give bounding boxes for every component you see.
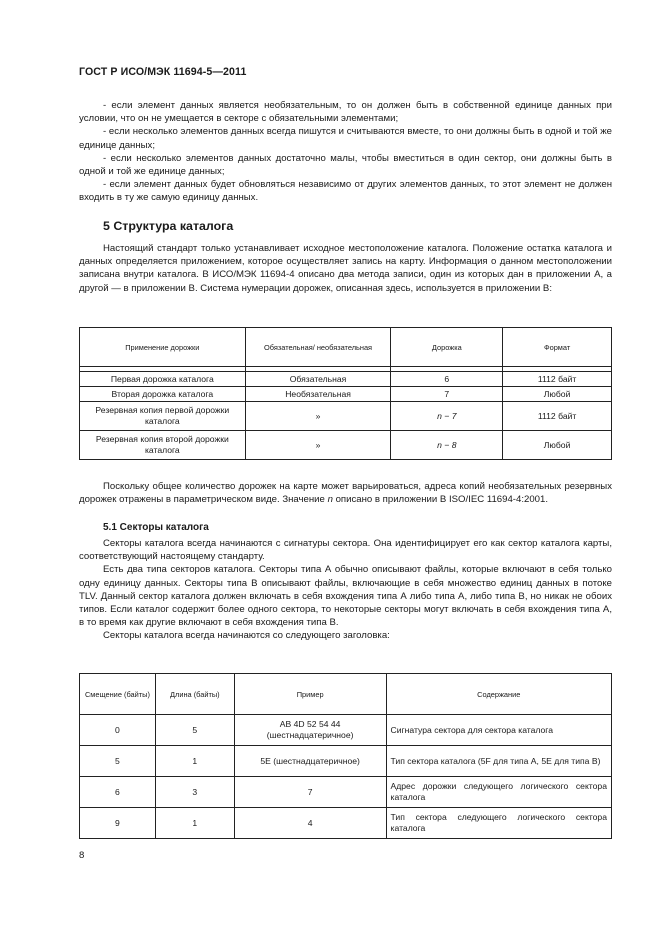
paragraph: Секторы каталога всегда начинаются с сигнатуры сектора. Она идентифицирует его как сектор каталога карты, соответствующий настоящему стандарту. [79, 538, 612, 563]
table-row [80, 808, 612, 839]
paragraph: - если несколько элементов данных всегда пишутся и считываются вместе, то они должны быть в одной и той же единице данных; [79, 126, 612, 151]
table-cell: » [245, 402, 391, 431]
section-5-1-heading: 5.1 Секторы каталога [103, 522, 209, 533]
table-cell: 0 [80, 715, 156, 746]
column-header: Смещение (байты) [80, 674, 156, 715]
table-cell: 4 [234, 808, 386, 839]
header-table [79, 673, 612, 839]
table-cell: Обязательная [245, 372, 391, 387]
table-row [80, 372, 612, 387]
intro-list [79, 99, 612, 205]
text-segment: Поскольку общее количество дорожек на карте может варьироваться, адреса копий необязательных резервных дорожек отражены в параметрическом виде. Значение [79, 481, 612, 506]
variable-n: n [327, 494, 333, 506]
table-cell: n − 7 [391, 402, 503, 431]
table-cell: Любой [503, 431, 612, 460]
table-row [80, 777, 612, 808]
table-cell: » [245, 431, 391, 460]
after-table-text [79, 480, 612, 506]
paragraph: - если элемент данных будет обновляться независимо от других элементов данных, то этот элемент не должен входить в ту же самую единицу данных. [79, 179, 612, 204]
table-cell: Резервная копия второй дорожки каталога [80, 431, 246, 460]
table-cell: 9 [80, 808, 156, 839]
table-cell: 6 [391, 372, 503, 387]
table-cell: 5 [80, 746, 156, 777]
table-cell: Необязательная [245, 387, 391, 402]
table-cell: n − 8 [391, 431, 503, 460]
paragraph: Есть два типа секторов каталога. Секторы типа А обычно описывают файлы, которые включают в себя только одну единицу данных. Секторы типа В описывают файлы, включающие в себя множество единиц данных в потоке TLV. Данный сектор каталога должен включать в себя вхождения типа А либо типа А, либо типа В, но никак не обоих типов. Если каталог содержит более одного сектора, то некоторые секторы могут включать в себя вхождения типа А, в то время как другие включают в себя вхождения типа В. [79, 564, 612, 629]
column-header: Пример [234, 674, 386, 715]
paragraph: - если несколько элементов данных достаточно малы, чтобы вместиться в один сектор, они должны быть в одной и той же единице данных; [79, 152, 612, 178]
table-cell: 5E (шестнадцатеричное) [234, 746, 386, 777]
section-5-heading: 5 Структура каталога [103, 219, 234, 233]
table-cell: Резервная копия первой дорожки каталога [80, 402, 246, 431]
column-header: Обязательная/ необязательная [245, 328, 391, 367]
paragraph [79, 480, 612, 506]
table-cell: Первая дорожка каталога [80, 372, 246, 387]
column-header: Формат [503, 328, 612, 367]
paragraph: Настоящий стандарт только устанавливает исходное местоположение каталога. Положение остатка каталога и данных определяется приложением, которое осуществляет запись на карту. Информация о данном местоположении записана внутри каталога. В ИСО/МЭК 11694-4 описано два метода записи, один из которых дан в приложении А, а другой — в приложении В. Система нумерации дорожек, описанная здесь, используется в приложении В: [79, 243, 612, 294]
table-row [80, 402, 612, 431]
table-cell: 6 [80, 777, 156, 808]
table-cell: 1 [155, 808, 234, 839]
table-header-row [80, 328, 612, 367]
table-cell: 3 [155, 777, 234, 808]
table-cell: 5 [155, 715, 234, 746]
table-cell: Вторая дорожка каталога [80, 387, 246, 402]
section-5-text [79, 242, 612, 295]
column-header: Применение дорожки [80, 328, 246, 367]
paragraph: Секторы каталога всегда начинаются со следующего заголовка: [103, 630, 390, 642]
table-cell: 1 [155, 746, 234, 777]
table-cell: AB 4D 52 54 44 (шестнадцатеричное) [234, 715, 386, 746]
paragraph: - если элемент данных является необязательным, то он должен быть в собственной единице данных при условии, что он не умещается в секторе с обязательными элементами; [79, 100, 612, 125]
table-row [80, 715, 612, 746]
table-cell: Сигнатура сектора для сектора каталога [386, 715, 611, 746]
table-cell: Тип сектора следующего логического сектора каталога [386, 808, 611, 839]
page-number: 8 [79, 850, 85, 861]
section-5-1-text [79, 537, 612, 643]
table-row [80, 387, 612, 402]
table-row [80, 746, 612, 777]
table-cell: 1112 байт [503, 402, 612, 431]
table-cell: Адрес дорожки следующего логического сектора каталога [386, 777, 611, 808]
track-table [79, 327, 612, 460]
column-header: Содержание [386, 674, 611, 715]
table-cell: Тип сектора каталога (5F для типа А, 5E для типа В) [386, 746, 611, 777]
table-cell: 1112 байт [503, 372, 612, 387]
table-cell: 7 [234, 777, 386, 808]
column-header: Дорожка [391, 328, 503, 367]
table-cell: 7 [391, 387, 503, 402]
table-cell: Любой [503, 387, 612, 402]
column-header: Длина (байты) [155, 674, 234, 715]
table-row [80, 431, 612, 460]
document-header: ГОСТ Р ИСО/МЭК 11694-5—2011 [79, 66, 247, 78]
text-segment: описано в приложении В ISO/IEC 11694-4:2001. [335, 494, 549, 506]
table-header-row [80, 674, 612, 715]
